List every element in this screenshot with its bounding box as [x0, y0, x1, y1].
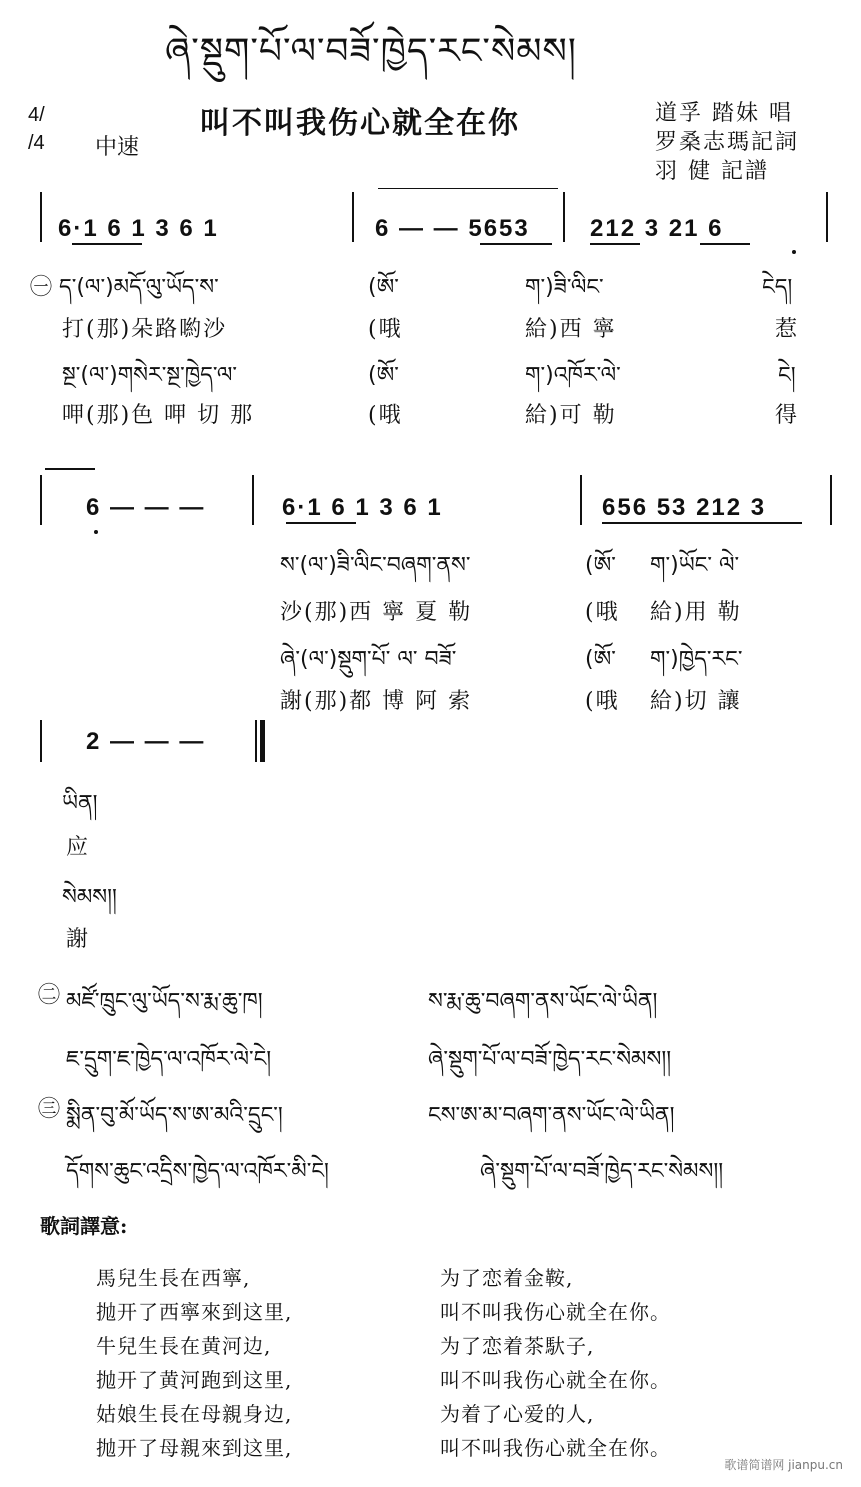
tie-line: [45, 468, 95, 470]
beam: [480, 243, 552, 245]
lyric-zh-1-d: 惹: [775, 317, 800, 342]
translation-right-4: 叫不叫我伤心就全在你。: [440, 1368, 671, 1392]
barline: [826, 192, 828, 242]
lyric-tib-2-a: ས་(ལ་)ཟི་ལིང་བཞག་ནས་: [280, 553, 471, 578]
lyric-zh-1-g: 給)可 勒: [525, 403, 617, 428]
lyric-zh-2-e: (哦: [585, 689, 620, 714]
beam: [602, 522, 802, 524]
lyric-zh-3-b: 謝: [66, 927, 91, 952]
measure-5-notes: 6·1 6 1 3 6 1: [282, 494, 443, 521]
lyric-tib-2-e: (ཨོ་: [585, 647, 616, 672]
verse2-line2-b: ཞེ་སྡུག་པོ་ལ་བཟོ་ཁྱེད་རང་སེམས།།: [428, 1047, 672, 1072]
lyric-zh-1-c: 給)西 寧: [525, 317, 617, 342]
lyric-tib-1-b: (ཨོ་: [368, 275, 399, 300]
lower-octave-dot: [94, 530, 98, 534]
measure-4-notes: 6 — — —: [86, 494, 206, 521]
lyric-tib-1-f: (ཨོ་: [368, 363, 399, 388]
lyric-zh-2-b: (哦: [585, 600, 620, 625]
translation-left-2: 抛开了西寧來到这里,: [96, 1300, 293, 1324]
lyric-zh-1-f: (哦: [368, 403, 403, 428]
barline: [40, 720, 42, 762]
measure-3-notes: 212 3 21 6: [590, 215, 724, 242]
barline: [40, 475, 42, 525]
verse2-line1-a: མཛོ་ཁྲུང་ལུ་ཡོད་ས་རྨ་ཆུ་ཁ།: [66, 989, 263, 1014]
lyric-zh-1-h: 得: [775, 403, 800, 428]
verse2-line1-b: ས་རྨ་ཆུ་བཞག་ནས་ཡོང་ལེ་ཡིན།: [428, 989, 658, 1014]
measure-7-notes: 2 — — —: [86, 728, 206, 755]
verse-number-3: ㊂: [38, 1097, 61, 1122]
barline: [580, 475, 582, 525]
lyric-tib-2-d: ཞེ་(ལ་)སྡུག་པོ་ ལ་ བཟོ་: [280, 647, 457, 672]
lyric-zh-1-b: (哦: [368, 317, 403, 342]
lyric-tib-1-d: ངེད།: [762, 275, 793, 300]
translation-left-4: 抛开了黄河跑到这里,: [96, 1368, 293, 1392]
lyric-zh-2-a: 沙(那)西 寧 夏 勒: [280, 600, 473, 625]
lyric-zh-1-e: 呷(那)色 呷 切 那: [62, 403, 255, 428]
translation-heading: 歌詞譯意:: [40, 1214, 128, 1238]
lower-octave-dot: [792, 250, 796, 254]
lyric-zh-2-c: 給)用 勒: [650, 600, 742, 625]
beam: [700, 243, 750, 245]
lyric-tib-1-g: ག་)འཁོར་ལེ་: [525, 363, 621, 388]
lyric-zh-2-d: 謝(那)都 博 阿 索: [280, 689, 473, 714]
lyric-tib-2-b: (ཨོ་: [585, 553, 616, 578]
verse3-line1-a: སྨིན་བུ་མོ་ཡོད་ས་ཨ་མའི་དྲུང་།: [66, 1103, 283, 1128]
meter-bottom: /4: [28, 132, 45, 154]
beam: [590, 243, 640, 245]
lyric-zh-2-f: 給)切 讓: [650, 689, 742, 714]
lyric-tib-1-a: ㊀ ད་(ལ་)མདོ་ལུ་ཡོད་ས་: [30, 275, 219, 300]
translation-left-5: 姑娘生長在母親身边,: [96, 1402, 293, 1426]
verse3-line2-a: དོགས་ཆུང་འདྲིས་ཁྱེད་ལ་འཁོར་མི་ངེ།: [66, 1159, 329, 1184]
barline: [40, 192, 42, 242]
translation-left-6: 抛开了母親來到这里,: [96, 1436, 293, 1460]
lyric-tib-3-b: སེམས།།: [62, 885, 117, 910]
final-barline-thin: [255, 720, 257, 762]
lyric-tib-1-c: ག་)ཟི་ལིང་: [525, 275, 604, 300]
credit-notation: 羽 健 記譜: [655, 159, 769, 184]
beam: [72, 243, 142, 245]
tempo-marking: 中速: [95, 135, 140, 160]
verse-number-2: ㊁: [38, 983, 61, 1008]
translation-right-2: 叫不叫我伤心就全在你。: [440, 1300, 671, 1324]
lyric-tib-2-f: ག་)ཁྱེད་རང་: [650, 647, 743, 672]
lyric-tib-1-h: ངེ།: [778, 363, 796, 388]
translation-right-5: 为着了心爱的人,: [440, 1402, 595, 1426]
beam: [286, 522, 356, 524]
measure-2-notes: 6 — — 5653: [375, 215, 530, 242]
tibetan-title: ཞེ་སྡུག་པོ་ལ་བཟོ་ཁྱེད་རང་སེམས།: [165, 31, 577, 72]
verse3-line2-b: ཞེ་སྡུག་པོ་ལ་བཟོ་ཁྱེད་རང་སེམས།།: [480, 1159, 724, 1184]
meter-top: 4/: [28, 104, 45, 126]
lyric-zh-1-a: 打(那)朵路喲沙: [62, 317, 228, 342]
translation-right-6: 叫不叫我伤心就全在你。: [440, 1436, 671, 1460]
barline: [830, 475, 832, 525]
translation-right-3: 为了恋着茶馱子,: [440, 1334, 595, 1358]
lyric-tib-1-e: སྔ་(ལ་)གསེར་སྔ་ཁྱེད་ལ་: [62, 363, 237, 388]
site-watermark: 歌谱简谱网 jianpu.cn: [724, 1458, 843, 1472]
verse3-line1-b: ངས་ཨ་མ་བཞག་ནས་ཡོང་ལེ་ཡིན།: [428, 1103, 675, 1128]
measure-6-notes: 656 53 212 3: [602, 494, 767, 521]
lyric-tib-2-c: ག་)ཡོང་ ལེ་: [650, 553, 740, 578]
verse2-line2-a: ཇ་དྲུག་ཇ་ཁྱེད་ལ་འཁོར་ལེ་ངེ།: [66, 1047, 272, 1072]
lyric-zh-3-a: 应: [66, 835, 91, 860]
credit-singer: 道孚 踏妹 唱: [655, 101, 793, 126]
lyric-tib-3-a: ཡིན།: [62, 791, 98, 816]
measure-1-notes: 6·1 6 1 3 6 1: [58, 215, 219, 242]
translation-left-3: 牛兒生長在黄河边,: [96, 1334, 272, 1358]
translation-left-1: 馬兒生長在西寧,: [96, 1266, 251, 1290]
barline: [252, 475, 254, 525]
final-barline-thick: [260, 720, 265, 762]
barline: [352, 192, 354, 242]
slur-line: [378, 188, 558, 189]
translation-right-1: 为了恋着金鞍,: [440, 1266, 574, 1290]
barline: [563, 192, 565, 242]
credit-lyrics: 罗桑志瑪記詞: [655, 130, 800, 155]
song-title: 叫不叫我伤心就全在你: [200, 106, 520, 141]
